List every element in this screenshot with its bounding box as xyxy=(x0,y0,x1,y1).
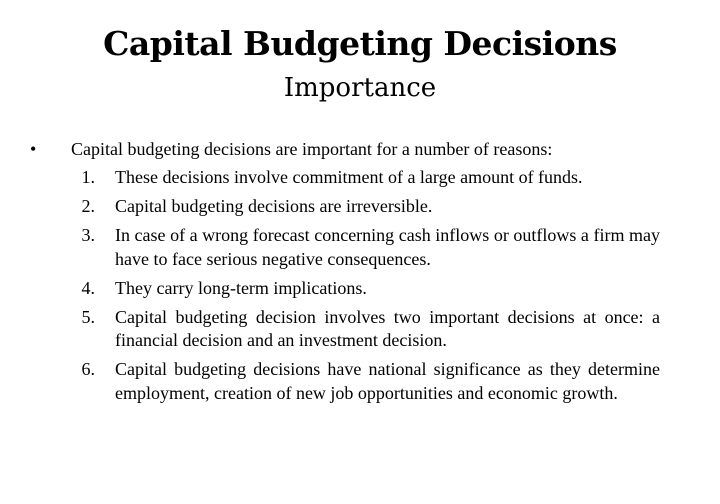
list-item-text: Capital budgeting decisions have national significance as they determine employment, creation of new job opportunities and economic growth. xyxy=(115,359,660,403)
list-item-number: 1. xyxy=(81,167,95,187)
list-item xyxy=(70,166,660,190)
list-item xyxy=(70,195,660,219)
list-item-text: Capital budgeting decision involves two important decisions at once: a financial decision and an investment decision. xyxy=(115,306,660,350)
list-item xyxy=(70,358,660,405)
list-item-number: 3. xyxy=(81,225,95,245)
slide-title: Capital Budgeting Decisions xyxy=(103,24,617,63)
reasons-list xyxy=(70,166,660,411)
list-item-text: These decisions involve commitment of a large amount of funds. xyxy=(115,167,583,187)
list-item-number: 6. xyxy=(81,359,95,379)
list-item xyxy=(70,224,660,271)
list-item-text: In case of a wrong forecast concerning cash inflows or outflows a firm may have to face serious negative consequences. xyxy=(115,225,660,269)
list-item xyxy=(70,306,660,353)
list-item-number: 4. xyxy=(81,277,95,298)
bullet-text: Capital budgeting decisions are important for a number of reasons: xyxy=(71,139,553,159)
list-item xyxy=(70,277,660,301)
bullet-icon: • xyxy=(30,139,37,159)
list-item-number: 5. xyxy=(81,306,95,327)
list-item-number: 2. xyxy=(81,196,95,216)
list-item-text: They carry long-term implications. xyxy=(115,277,367,298)
slide-subtitle: Importance xyxy=(283,73,437,103)
list-item-text: Capital budgeting decisions are irreversible. xyxy=(115,196,433,216)
